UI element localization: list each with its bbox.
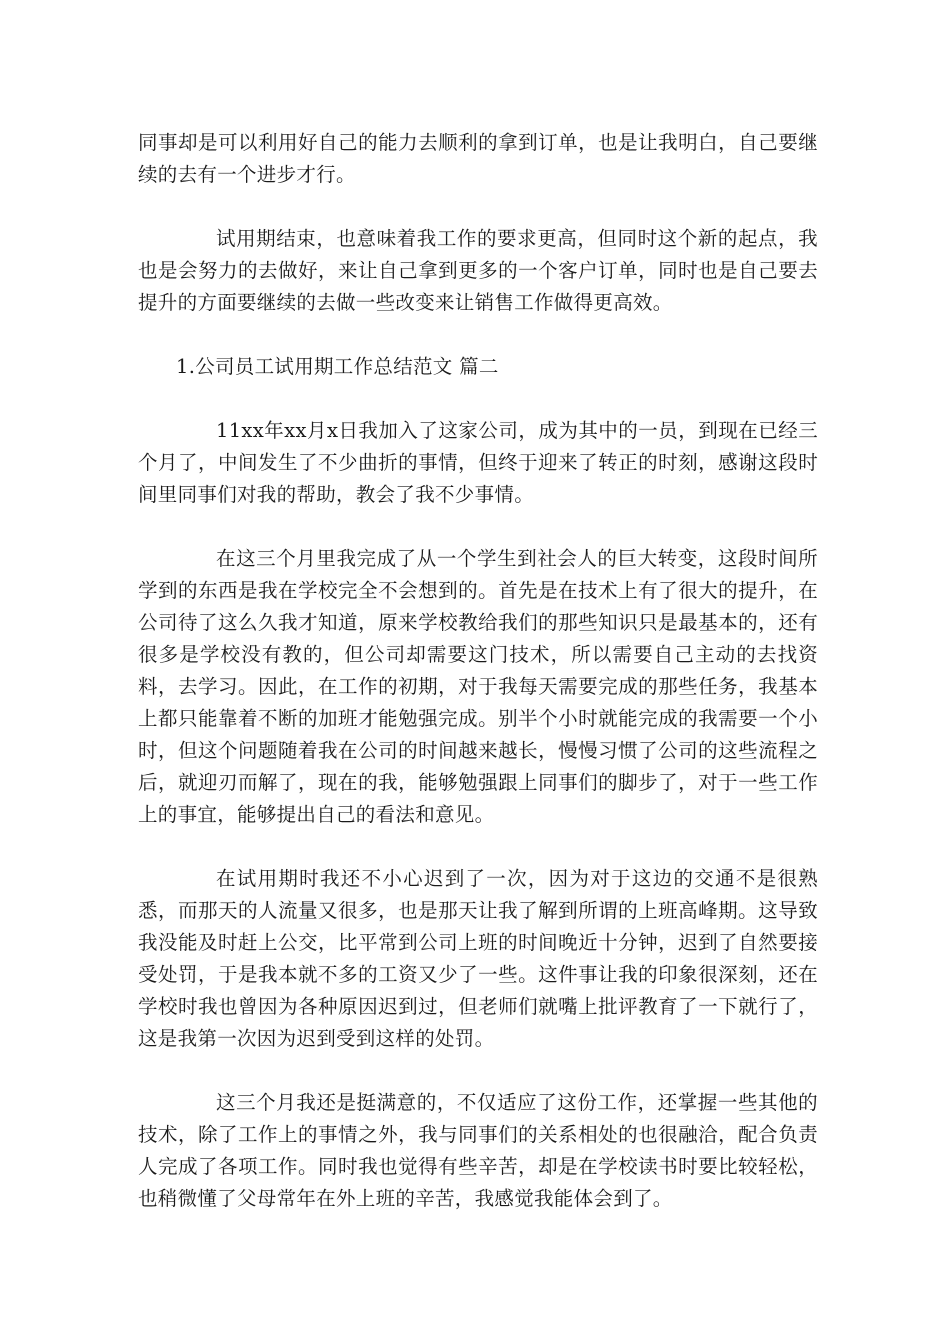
paragraph-probation-end: 试用期结束，也意味着我工作的要求更高，但同时这个新的起点，我也是会努力的去做好，来让自己拿到更多的一个客户订单，同时也是自己要去提升的方面要继续的去做一些改变来让销售工作做得更高效。 — [138, 227, 818, 314]
paragraph-joined-company: 11xx年xx月x日我加入了这家公司，成为其中的一员，到现在已经三个月了，中间发生了不少曲折的事情，但终于迎来了转正的时刻，感谢这段时间里同事们对我的帮助，教会了我不少事情。 — [138, 419, 818, 506]
paragraph-late-incident: 在试用期时我还不小心迟到了一次，因为对于这边的交通不是很熟悉，而那天的人流量又很多，也是那天让我了解到所谓的上班高峰期。这导致我没能及时赶上公交，比平常到公司上班的时间晚近十分钟，迟到了自然要接受处罚，于是我本就不多的工资又少了一些。这件事让我的印象很深刻，还在学校时我也曾因为各种原因迟到过，但老师们就嘴上批评教育了一下就行了，这是我第一次因为迟到受到这样的处罚。 — [138, 867, 818, 1050]
document-page — [138, 127, 818, 1247]
section-heading: 1.公司员工试用期工作总结范文 篇二 — [176, 355, 499, 378]
paragraph-continuation: 同事却是可以利用好自己的能力去顺利的拿到订单，也是让我明白，自己要继续的去有一个进步才行。 — [138, 131, 818, 186]
paragraph-three-months-growth: 在这三个月里我完成了从一个学生到社会人的巨大转变，这段时间所学到的东西是我在学校完全不会想到的。首先是在技术上有了很大的提升，在公司待了这么久我才知道，原来学校教给我们的那些知识只是最基本的，还有很多是学校没有教的，但公司却需要这门技术，所以需要自己主动的去找资料，去学习。因此，在工作的初期，对于我每天需要完成的那些任务，我基本上都只能靠着不断的加班才能勉强完成。别半个小时就能完成的我需要一个小时，但这个问题随着我在公司的时间越来越长，慢慢习惯了公司的这些流程之后，就迎刃而解了，现在的我，能够勉强跟上同事们的脚步了，对于一些工作上的事宜，能够提出自己的看法和意见。 — [138, 547, 818, 826]
paragraph-satisfaction: 这三个月我还是挺满意的，不仅适应了这份工作，还掌握一些其他的技术，除了工作上的事情之外，我与同事们的关系相处的也很融洽，配合负责人完成了各项工作。同时我也觉得有些辛苦，却是在学校读书时要比较轻松，也稍微懂了父母常年在外上班的辛苦，我感觉我能体会到了。 — [138, 1091, 818, 1210]
